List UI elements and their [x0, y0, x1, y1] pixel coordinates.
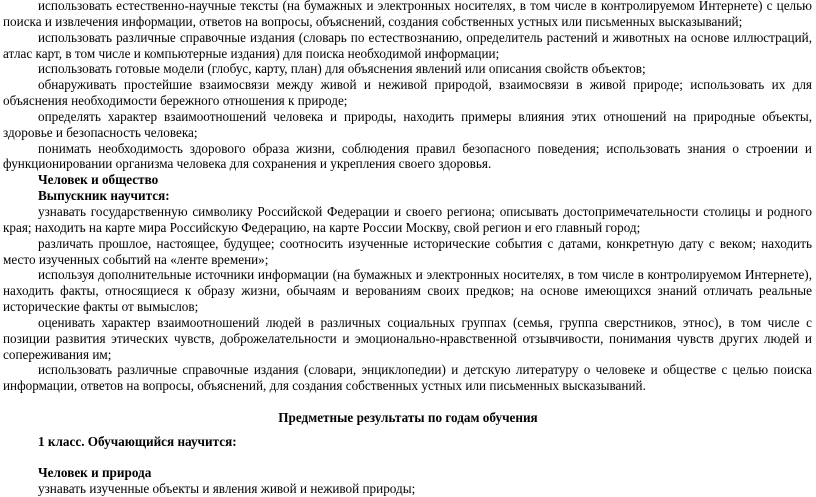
paragraph-time-distinction: различать прошлое, настоящее, будущее; соотносить изученные исторические события с датами, конкретную дату с веком; находить место изученных событий на «ленте времени»;: [3, 235, 812, 267]
section-subtitle-graduate: Выпускник научится:: [38, 188, 170, 204]
spacer: [0, 394, 816, 410]
heading-human-nature: Человек и природа: [38, 465, 152, 481]
paragraph-social-groups: оценивать характер взаимоотношений людей в различных социальных группах (семья, группа сверстников, этнос), в том числе с позиции развития этических чувств, доброжелательности и эмоционально-нравственной отзывчивости, понимания чувств других людей и сопереживания им;: [3, 314, 812, 362]
heading-grade-1: 1 класс. Обучающийся научится:: [38, 433, 237, 449]
paragraph-healthy-lifestyle: понимать необходимость здорового образа жизни, соблюдения правил безопасного поведения; использовать знания о строении и функционировании организма человека для сохранения и укрепления своего здоровья.: [3, 140, 812, 172]
section-title-human-society: Человек и общество: [38, 172, 159, 188]
paragraph-additional-sources: используя дополнительные источники информации (на бумажных и электронных носителях, в том числе в контролируемом Интернете), находить факты, относящиеся к образу жизни, обычаям и верованиям своих предков; на основе имеющихся знаний отличать реальные исторические факты от вымыслов;: [3, 267, 812, 315]
heading-subject-results: Предметные результаты по годам обучения: [278, 409, 538, 425]
paragraph-recognize-objects: узнавать изученные объекты и явления живой и неживой природы;: [38, 481, 416, 497]
paragraph-ready-models: использовать готовые модели (глобус, карту, план) для объяснения явлений или описания свойств объектов;: [38, 61, 646, 77]
spacer: [0, 426, 816, 434]
paragraph-encyclopedias: использовать различные справочные издания (словари, энциклопедии) и детскую литературу о человеке и обществе с целью поиска информации, ответов на вопросы, объяснений, для создания собственных устных или письменных высказываний.: [3, 362, 812, 394]
paragraph-state-symbols: узнавать государственную символику Российской Федерации и своего региона; описывать достопримечательности столицы и родного края; находить на карте мира Российскую Федерацию, на карте России Москву, свой регион и его главный город;: [3, 203, 812, 235]
paragraph-reference-editions: использовать различные справочные издания (словарь по естествознанию, определитель растений и животных на основе иллюстраций, атлас карт, в том числе и компьютерные издания) для поиска необходимой информации;: [3, 29, 812, 61]
paragraph-nature-relations: обнаруживать простейшие взаимосвязи между живой и неживой природой, взаимосвязи в живой природе; использовать их для объяснения необходимости бережного отношения к природе;: [3, 77, 812, 109]
paragraph-human-nature: определять характер взаимоотношений человека и природы, находить примеры влияния этих отношений на природные объекты, здоровье и безопасность человека;: [3, 108, 812, 140]
paragraph-natural-science-texts: использовать естественно-научные тексты (на бумажных и электронных носителях, в том числе в контролируемом Интернете) с целью поиска и извлечения информации, ответов на вопросы, объяснений, создания собственных устных или письменных высказываний;: [3, 0, 812, 29]
spacer: [0, 450, 816, 466]
